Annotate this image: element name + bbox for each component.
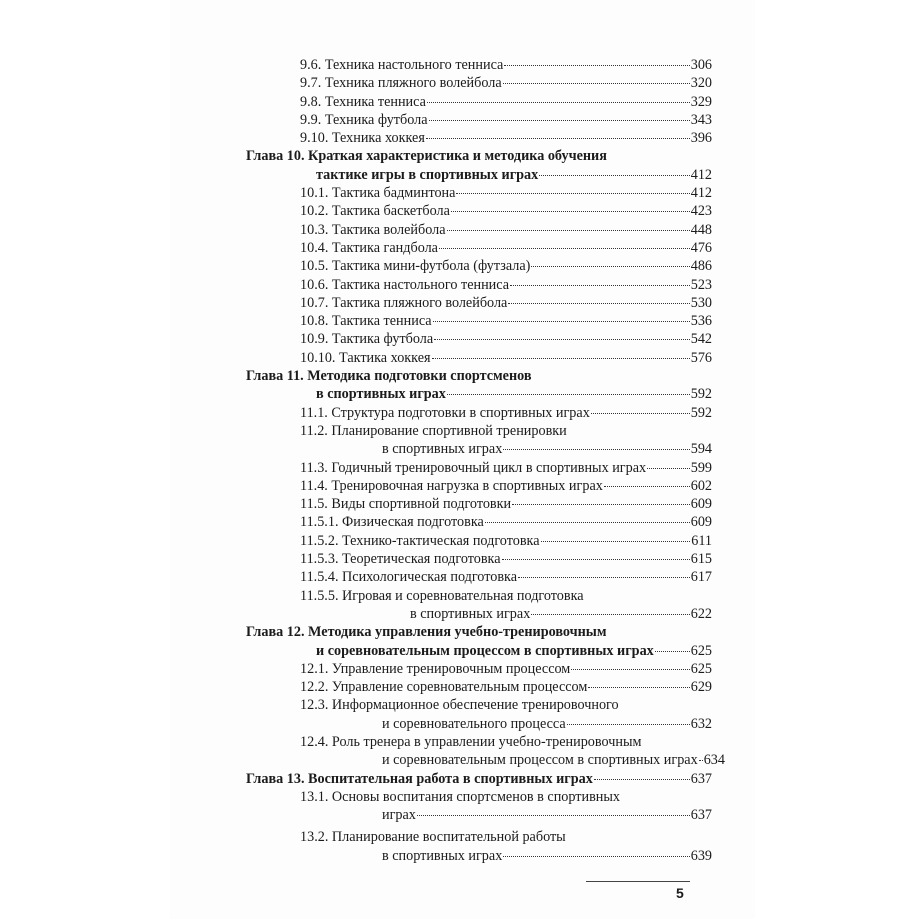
toc-entry-10-5 [246,257,712,275]
dot-leader [531,266,689,267]
entry-page: 476 [690,239,712,256]
toc-entry-12-2 [246,678,712,696]
dot-leader [512,504,690,505]
entry-label: 10.10. Тактика хоккея [300,349,431,366]
entry-label: 10.7. Тактика пляжного волейбола [300,294,508,311]
toc-entry-11-5-2 [246,532,712,550]
entry-label-cont: в спортивных играх [382,847,503,864]
entry-page: 622 [690,605,712,622]
toc-entry-9-7 [246,74,712,92]
entry-page: 423 [690,203,712,220]
dot-leader [594,779,690,780]
entry-page: 609 [690,514,712,531]
toc-entry-11-2 [246,422,712,459]
entry-label: 10.1. Тактика бадминтона [300,185,456,202]
toc-entry-11-4 [246,477,712,495]
dot-leader [485,522,690,523]
entry-label: 9.8. Техника тенниса [300,93,426,110]
page-number: 5 [676,885,684,901]
dot-leader [426,138,690,139]
chapter-title: Глава 11. Методика подготовки спортсменов [246,368,532,385]
toc-chapter-11 [246,367,712,404]
dot-leader [434,339,690,340]
entry-label: 11.1. Структура подготовки в спортивных играх [300,404,590,421]
toc-entry-10-1 [246,184,712,202]
entry-label: 13.2. Планирование воспитательной работы [300,829,566,846]
dot-leader [567,724,690,725]
entry-label: 10.8. Тактика тенниса [300,313,432,330]
dot-leader [502,559,690,560]
dot-leader [503,83,690,84]
chapter-title-cont: тактике игры в спортивных играх [316,166,539,183]
dot-leader [504,65,689,66]
entry-page: 599 [690,459,712,476]
toc-entry-12-1 [246,660,712,678]
toc-entry-9-10 [246,129,712,147]
toc-entry-11-5 [246,495,712,513]
entry-page: 634 [703,752,725,769]
dot-leader [541,541,691,542]
toc-entry-11-3 [246,459,712,477]
entry-page: 615 [690,551,712,568]
dot-leader [510,285,690,286]
dot-leader [588,687,689,688]
toc-chapter-13 [246,770,712,788]
entry-page: 536 [690,313,712,330]
entry-page: 412 [690,166,712,183]
entry-label: 12.3. Информационное обеспечение тренировочного [300,697,619,714]
dot-leader [432,358,690,359]
entry-page: 320 [690,75,712,92]
entry-page: 306 [690,57,712,73]
dot-leader [451,211,690,212]
entry-page: 448 [690,221,712,238]
entry-page: 412 [690,185,712,202]
toc-entry-9-9 [246,111,712,129]
entry-label: 10.6. Тактика настольного тенниса [300,276,510,293]
dot-leader [518,577,690,578]
toc-entry-12-4 [246,733,725,770]
toc-entry-9-6 [246,56,712,74]
entry-label: 13.1. Основы воспитания спортсменов в спортивных [300,788,621,805]
entry-page: 523 [690,276,712,293]
toc-entry-9-8 [246,93,712,111]
toc-entry-10-4 [246,239,712,257]
entry-page: 617 [690,569,712,586]
table-of-contents [246,56,725,865]
toc-entry-13-1 [246,788,712,825]
entry-label: 11.5.5. Игровая и соревновательная подготовка [300,587,584,604]
dot-leader [503,449,689,450]
entry-page: 343 [690,111,712,128]
entry-label-cont: в спортивных играх [382,441,503,458]
chapter-title-cont: в спортивных играх [316,386,446,403]
entry-label: 11.5. Виды спортивной подготовки [300,496,512,513]
entry-label: 11.5.1. Физическая подготовка [300,514,484,531]
dot-leader [571,669,689,670]
entry-page: 592 [690,386,712,403]
toc-entry-10-2 [246,202,712,220]
dot-leader [655,651,690,652]
toc-chapter-10 [246,147,712,184]
entry-label: 11.5.2. Технико-тактическая подготовка [300,532,540,549]
dot-leader [456,193,689,194]
dot-leader [439,248,690,249]
entry-page: 542 [690,331,712,348]
entry-label: 10.9. Тактика футбола [300,331,434,348]
entry-label: 11.3. Годичный тренировочный цикл в спортивных играх [300,459,647,476]
entry-label: 10.4. Тактика гандбола [300,239,438,256]
entry-label-cont: и соревновательным процессом в спортивных играх [382,752,698,769]
entry-label: 11.4. Тренировочная нагрузка в спортивных играх [300,477,603,494]
entry-page: 609 [690,496,712,513]
chapter-title-cont: и соревновательным процессом в спортивных играх [316,642,654,659]
entry-label: 11.5.4. Психологическая подготовка [300,569,517,586]
entry-page: 632 [690,715,712,732]
entry-page: 639 [690,847,712,864]
entry-page: 530 [690,294,712,311]
entry-page: 611 [691,532,712,549]
dot-leader [699,760,703,761]
chapter-title: Глава 10. Краткая характеристика и методика обучения [246,148,607,165]
entry-label: 11.2. Планирование спортивной тренировки [300,422,567,439]
dot-leader [647,468,690,469]
entry-page: 594 [690,441,712,458]
dot-leader [433,321,690,322]
toc-entry-10-10 [246,349,712,367]
toc-entry-13-2 [246,828,712,865]
dot-leader [531,614,689,615]
toc-entry-10-3 [246,221,712,239]
entry-page: 486 [690,258,712,275]
entry-page: 602 [690,477,712,494]
dot-leader [604,486,690,487]
entry-label: 9.10. Техника хоккея [300,130,425,147]
chapter-title: Глава 13. Воспитательная работа в спортивных играх [246,770,593,787]
dot-leader [508,303,689,304]
entry-label: 12.4. Роль тренера в управлении учебно-тренировочным [300,733,642,750]
entry-label: 9.7. Техника пляжного волейбола [300,75,502,92]
toc-entry-10-7 [246,294,712,312]
footer-rule [586,881,690,882]
toc-entry-11-5-3 [246,550,712,568]
toc-entry-11-5-1 [246,513,712,531]
dot-leader [503,856,689,857]
toc-entry-12-3 [246,696,712,733]
toc-chapter-12 [246,623,712,660]
entry-page: 625 [690,642,712,659]
dot-leader [417,815,690,816]
toc-entry-11-5-5 [246,587,712,624]
entry-label: 12.1. Управление тренировочным процессом [300,660,571,677]
entry-page: 625 [690,660,712,677]
entry-page: 396 [690,130,712,147]
toc-entry-10-9 [246,330,712,348]
dot-leader [447,394,690,395]
toc-entry-10-8 [246,312,712,330]
dot-leader [427,102,690,103]
entry-label-cont: играх [382,807,416,824]
entry-label: 10.5. Тактика мини-футбола (футзала) [300,258,531,275]
entry-label-cont: и соревновательного процесса [382,715,566,732]
toc-entry-10-6 [246,276,712,294]
entry-page: 576 [690,349,712,366]
toc-entry-11-1 [246,404,712,422]
entry-page: 629 [690,679,712,696]
entry-label: 10.2. Тактика баскетбола [300,203,450,220]
entry-page: 329 [690,93,712,110]
toc-entry-11-5-4 [246,568,712,586]
entry-label: 9.6. Техника настольного тенниса [300,57,504,73]
entry-label: 9.9. Техника футбола [300,111,428,128]
entry-label: 11.5.3. Теоретическая подготовка [300,551,501,568]
entry-page: 637 [690,807,712,824]
entry-label-cont: в спортивных играх [410,605,531,622]
entry-page: 637 [690,770,712,787]
entry-label: 12.2. Управление соревновательным процессом [300,679,588,696]
dot-leader [447,230,690,231]
chapter-title: Глава 12. Методика управления учебно-тренировочным [246,624,607,641]
entry-page: 592 [690,404,712,421]
dot-leader [429,120,690,121]
dot-leader [539,175,689,176]
dot-leader [591,413,690,414]
entry-label: 10.3. Тактика волейбола [300,221,446,238]
